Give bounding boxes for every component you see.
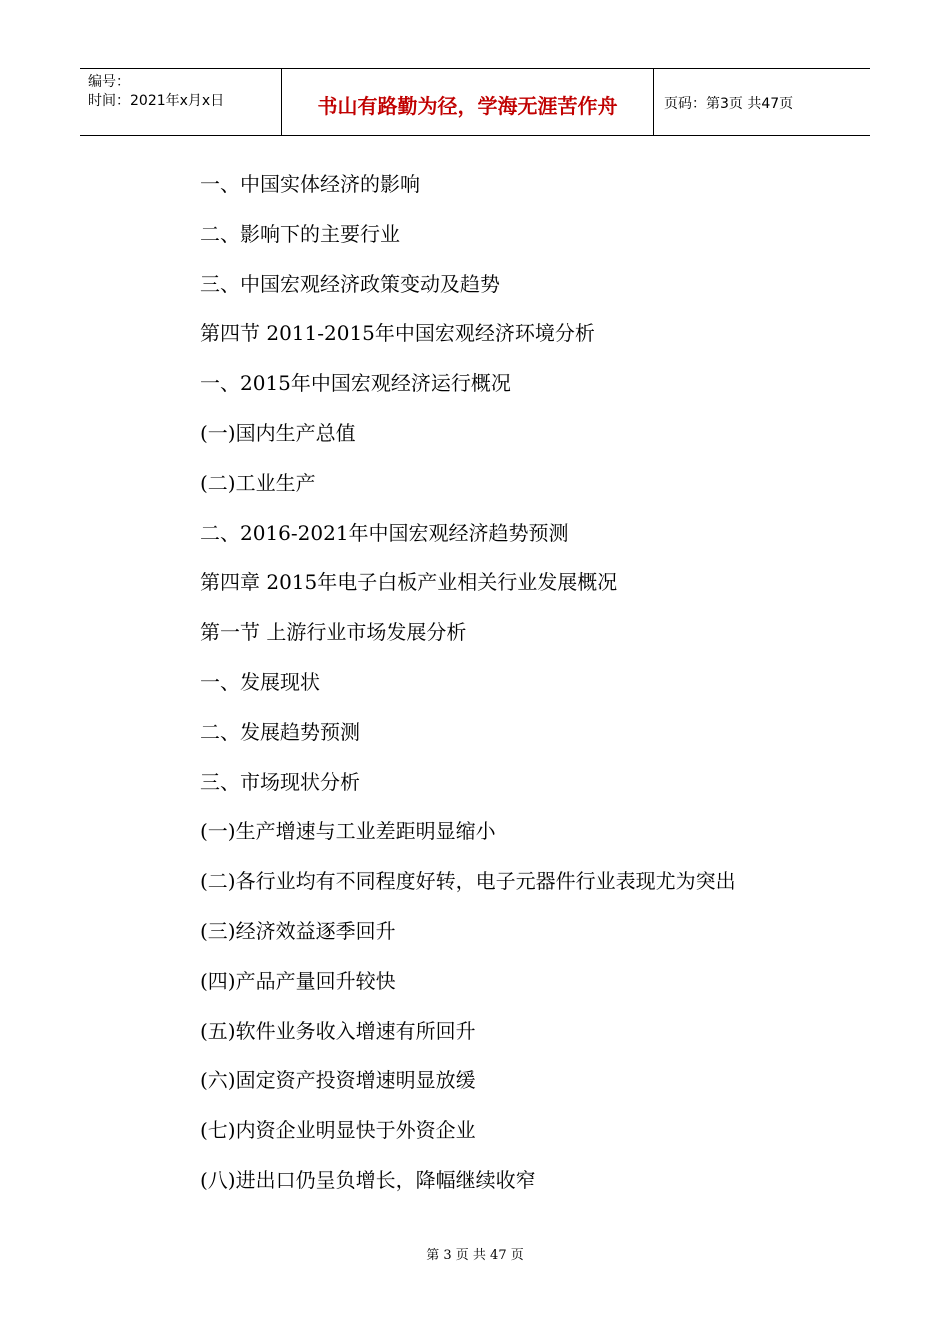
toc-entry: (一)生产增速与工业差距明显缩小: [200, 819, 496, 844]
toc-entry: 一、中国实体经济的影响: [200, 172, 420, 196]
toc-entry: 三、市场现状分析: [200, 769, 360, 794]
toc-entry: 三、中国宏观经济政策变动及趋势: [200, 271, 500, 296]
toc-entry: (五)软件业务收入增速有所回升: [200, 1018, 476, 1043]
toc-entry: 第一节 上游行业市场发展分析: [200, 620, 467, 645]
toc-entry: 第四节 2011-2015年中国宏观经济环境分析: [200, 321, 595, 346]
toc-entry: 二、发展趋势预测: [200, 719, 360, 744]
document-number-label: 编号：: [88, 74, 130, 90]
header-meta: [80, 69, 282, 135]
toc-entry: 第四章 2015年电子白板产业相关行业发展概况: [200, 570, 618, 595]
toc-entry: (六)固定资产投资增速明显放缓: [200, 1068, 476, 1093]
toc-entry: (三)经济效益逐季回升: [200, 918, 396, 943]
toc-entry: 一、2015年中国宏观经济运行概况: [200, 371, 511, 396]
toc-entry: (八)进出口仍呈负增长，降幅继续收窄: [200, 1167, 536, 1192]
document-time-label: 时间：2021年x月x日: [88, 93, 225, 109]
toc-entry: 二、影响下的主要行业: [200, 221, 400, 246]
toc-entry: 二、2016-2021年中国宏观经济趋势预测: [200, 520, 569, 545]
toc-entry: (一)国内生产总值: [200, 420, 356, 445]
toc-entry: (二)工业生产: [200, 470, 316, 495]
toc-entry: (二)各行业均有不同程度好转，电子元器件行业表现尤为突出: [200, 869, 736, 894]
toc-entry: (四)产品产量回升较快: [200, 968, 396, 993]
header-motto: 书山有路勤为径，学海无涯苦作舟: [282, 69, 654, 135]
page-footer: 第 3 页 共 47 页: [426, 1248, 524, 1263]
toc-entry: 一、发展现状: [200, 669, 320, 694]
toc-entry: (七)内资企业明显快于外资企业: [200, 1118, 476, 1143]
header-page-info: 页码：第3页 共47页: [664, 96, 794, 112]
page-header: [80, 68, 870, 136]
table-of-contents: [200, 168, 860, 1214]
